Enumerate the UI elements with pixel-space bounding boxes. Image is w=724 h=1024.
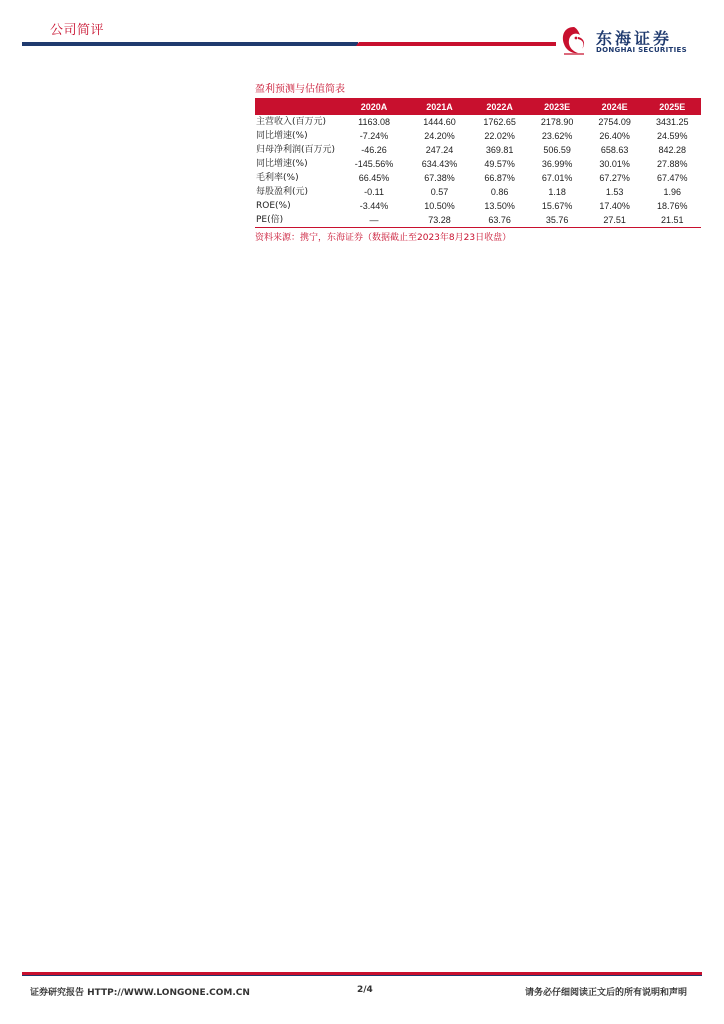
row-label: ROE(%) <box>256 201 291 211</box>
table-cell: 506.59 <box>543 145 571 155</box>
table-cell: 36.99% <box>541 159 573 169</box>
table-cell: 67.27% <box>599 173 630 183</box>
table-cell: 22.02% <box>484 131 515 141</box>
donghai-logo <box>558 24 708 60</box>
table-cell: 3431.25 <box>655 117 689 127</box>
table-source-note: 资料来源：携宁，东海证券（数据截止至2023年8月23日收盘） <box>255 233 512 243</box>
table-cell: 24.59% <box>656 131 688 141</box>
table-cell: 1.96 <box>663 187 681 197</box>
table-cell: -46.26 <box>361 145 387 155</box>
row-label: PE(倍) <box>255 213 340 228</box>
table-cell: -3.44% <box>359 201 389 211</box>
table-row <box>255 129 701 143</box>
table-cell: 23.62% <box>541 131 573 141</box>
table-cell: 1444.60 <box>423 117 456 127</box>
table-cell: 49.57% <box>484 159 515 169</box>
column-header: 2022A <box>471 98 529 115</box>
table-cell: 67.01% <box>541 173 573 183</box>
section-label: 公司简评 <box>50 23 105 38</box>
column-header: 2020A <box>340 98 408 115</box>
header-rule-navy <box>22 42 358 46</box>
table-cell: 63.76 <box>471 213 529 228</box>
table-cell: 30.01% <box>599 159 630 169</box>
table-cell: 66.45% <box>358 173 390 183</box>
dragon-logo-icon <box>558 24 590 58</box>
table-cell: 73.28 <box>408 213 471 228</box>
table-cell: -7.24% <box>359 131 389 141</box>
row-label: 归母净利润(百万元) <box>256 145 336 155</box>
page-number: 2/4 <box>357 985 373 995</box>
table-cell: 1.18 <box>548 187 566 197</box>
row-label: 同比增速(%) <box>256 159 308 169</box>
table-cell: 13.50% <box>484 201 515 211</box>
table-cell: 15.67% <box>541 201 573 211</box>
table-cell: 66.87% <box>484 173 515 183</box>
forecast-section <box>255 82 701 243</box>
table-cell: 26.40% <box>599 131 630 141</box>
table-row <box>255 115 701 129</box>
table-cell: 247.24 <box>425 145 454 155</box>
table-cell: 2754.09 <box>598 117 631 127</box>
table-cell: 842.28 <box>658 145 686 155</box>
table-cell: 24.20% <box>424 131 455 141</box>
table-row <box>255 171 701 185</box>
table-cell: 17.40% <box>599 201 630 211</box>
table-cell: 27.88% <box>656 159 688 169</box>
row-label: 毛利率(%) <box>256 173 299 183</box>
table-cell: 658.63 <box>600 145 629 155</box>
table-cell: 21.51 <box>643 213 701 228</box>
table-row <box>255 185 701 199</box>
row-label: 主营收入(百万元) <box>256 117 327 127</box>
table-row <box>255 213 701 228</box>
row-label: 每股盈利(元) <box>256 187 309 197</box>
table-cell: -145.56% <box>354 159 394 169</box>
table-cell: — <box>340 213 408 228</box>
logo-cn-text: 东海证券 <box>596 29 673 48</box>
table-cell: 10.50% <box>424 201 455 211</box>
logo-en-text: DONGHAI SECURITIES <box>596 46 687 54</box>
table-title: 盈利预测与估值简表 <box>255 84 345 95</box>
column-header <box>255 98 340 115</box>
header-rule-red <box>356 42 556 46</box>
table-cell: 35.76 <box>528 213 586 228</box>
table-cell: 1.53 <box>605 187 624 197</box>
footer-website: 证券研究报告 HTTP://WWW.LONGONE.COM.CN <box>30 988 250 998</box>
table-row <box>255 157 701 171</box>
table-cell: 67.47% <box>656 173 688 183</box>
table-cell: 67.38% <box>424 173 455 183</box>
column-header: 2024E <box>586 98 644 115</box>
table-row <box>255 199 701 213</box>
table-header-row <box>255 98 701 115</box>
column-header: 2025E <box>643 98 701 115</box>
table-cell: 1163.08 <box>358 117 390 127</box>
forecast-table <box>255 98 701 228</box>
footer-disclaimer: 请务必仔细阅读正文后的所有说明和声明 <box>524 988 687 998</box>
table-cell: 634.43% <box>421 159 458 169</box>
table-cell: 369.81 <box>485 145 514 155</box>
table-cell: 2178.90 <box>540 117 574 127</box>
column-header: 2023E <box>528 98 586 115</box>
table-cell: -0.11 <box>364 187 384 197</box>
table-row <box>255 143 701 157</box>
table-cell: 18.76% <box>656 201 688 211</box>
column-header: 2021A <box>408 98 471 115</box>
table-cell: 0.57 <box>430 187 449 197</box>
footer-rule-navy <box>22 975 702 976</box>
table-cell: 27.51 <box>586 213 644 228</box>
table-cell: 1762.65 <box>483 117 516 127</box>
row-label: 同比增速(%) <box>256 131 308 141</box>
table-cell: 0.86 <box>490 187 509 197</box>
